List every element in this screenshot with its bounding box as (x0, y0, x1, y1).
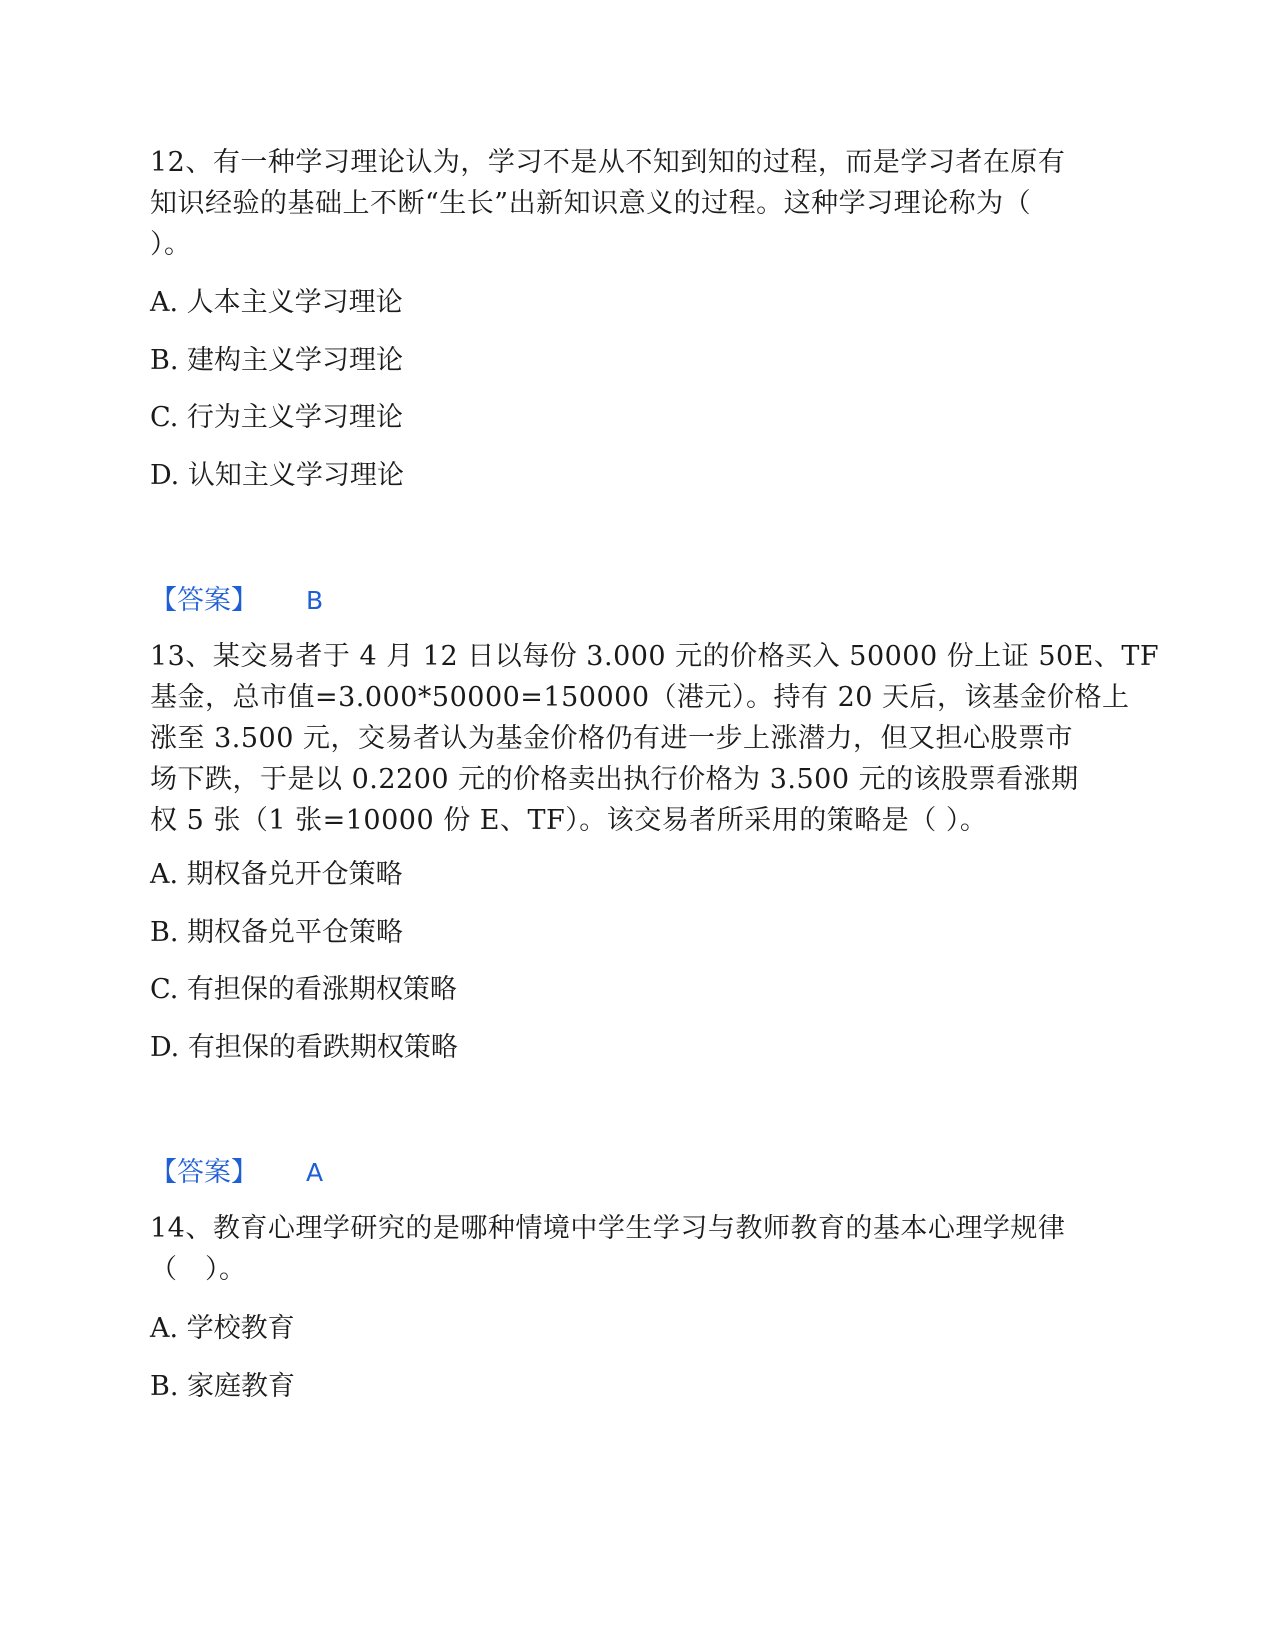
question-13-stem-line-3: 涨至 3.500 元，交易者认为基金价格仍有进一步上涨潜力，但又担心股票市 (150, 723, 1073, 754)
question-12-options (150, 274, 1120, 504)
question-12-stem-line-3: ）。 (150, 229, 192, 260)
question-13-stem-line-2: 基金，总市值=3.000*50000=150000（港元）。持有 20 天后，该基金价格上 (150, 682, 1130, 713)
question-14-option-a: A. 学校教育 (150, 1313, 295, 1344)
question-12-option-c: C. 行为主义学习理论 (150, 402, 403, 433)
question-13-option-c: C. 有担保的看涨期权策略 (150, 974, 457, 1005)
answer-12-label: 【答案】 (150, 585, 258, 616)
question-13-option-d: D. 有担保的看跌期权策略 (150, 1031, 458, 1063)
question-12-stem-line-1: 12、有一种学习理论认为，学习不是从不知到知的过程，而是学习者在原有 (150, 147, 1066, 178)
question-14-options (150, 1300, 1120, 1415)
answer-13-value: A (306, 1158, 324, 1187)
question-14-stem-line-2: （ ）。 (150, 1254, 247, 1285)
answer-13-label: 【答案】 (150, 1157, 258, 1188)
question-12-stem (150, 142, 1120, 265)
question-12-option-d: D. 认知主义学习理论 (150, 459, 404, 491)
question-13-options (150, 846, 1120, 1076)
question-12-option-a: A. 人本主义学习理论 (150, 287, 403, 318)
answer-12-value: B (306, 586, 324, 615)
question-13-stem-line-5: 权 5 张（1 张=10000 份 E、TF）。该交易者所采用的策略是（ ）。 (150, 805, 988, 836)
answer-13 (150, 1153, 323, 1193)
question-13-stem (150, 636, 1160, 841)
question-13-stem-line-1: 13、某交易者于 4 月 12 日以每份 3.000 元的价格买入 50000 份上证 50E、TF (150, 641, 1160, 672)
question-14-option-b: B. 家庭教育 (150, 1370, 296, 1402)
question-14-stem (150, 1208, 1120, 1290)
question-13-option-b: B. 期权备兑平仓策略 (150, 916, 404, 948)
question-13-option-a: A. 期权备兑开仓策略 (150, 859, 403, 890)
question-13-stem-line-4: 场下跌，于是以 0.2200 元的价格卖出执行价格为 3.500 元的该股票看涨期 (150, 764, 1079, 795)
answer-12 (150, 581, 323, 621)
question-12-stem-line-2: 知识经验的基础上不断“生长”出新知识意义的过程。这种学习理论称为（ (150, 188, 1032, 219)
question-12-option-b: B. 建构主义学习理论 (150, 344, 404, 376)
question-14-stem-line-1: 14、教育心理学研究的是哪种情境中学生学习与教师教育的基本心理学规律 (150, 1213, 1066, 1244)
